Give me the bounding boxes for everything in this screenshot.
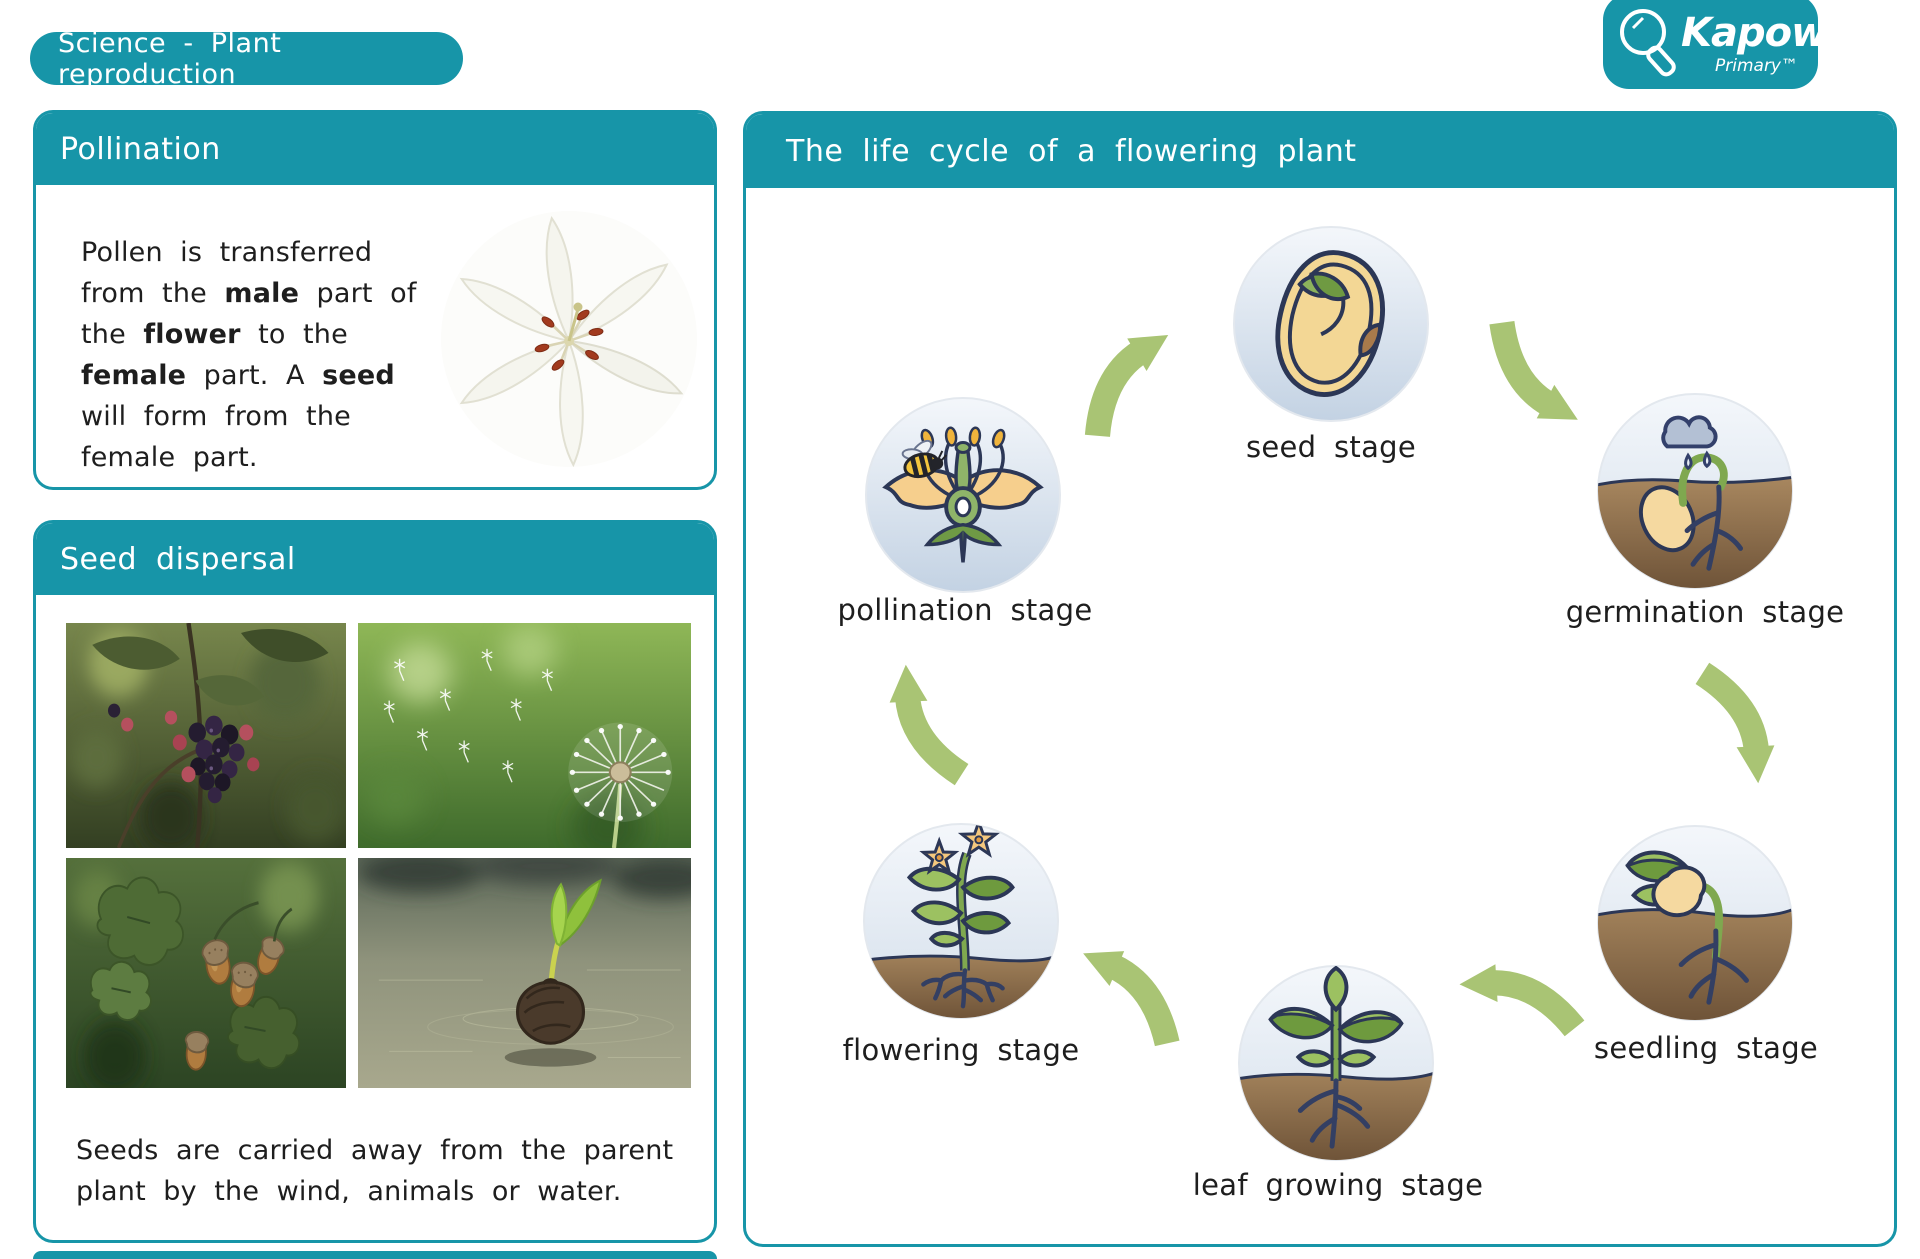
pollination-text bbox=[81, 232, 441, 478]
text-segment: part of the bbox=[81, 278, 417, 350]
text-segment-bold: flower bbox=[143, 319, 241, 350]
subject-title: Science - Plant reproduction bbox=[58, 27, 282, 90]
text-segment-bold: seed bbox=[322, 360, 395, 391]
text-segment-bold: male bbox=[224, 278, 300, 309]
flowering-stage-icon bbox=[862, 822, 1060, 1020]
text-segment: Pollen is transferred from the bbox=[81, 237, 373, 309]
lifecycle-card-title: The life cycle of a flowering plant bbox=[786, 133, 1357, 169]
seed-stage-icon bbox=[1232, 225, 1430, 423]
text-segment: part. A bbox=[186, 360, 323, 391]
arrow-pollination-to-seed bbox=[1048, 314, 1204, 458]
next-card-top-edge bbox=[33, 1251, 717, 1259]
germination-stage-label: germination stage bbox=[1565, 595, 1845, 629]
kapow-logo bbox=[1603, 0, 1828, 89]
pollination-card-title: Pollination bbox=[60, 131, 221, 167]
white-lily-photo bbox=[428, 191, 710, 473]
seed-stage-label: seed stage bbox=[1245, 430, 1417, 464]
lifecycle-card bbox=[743, 111, 1897, 1247]
arrow-flowering-to-pollination bbox=[883, 663, 979, 789]
seed-dispersal-caption: Seeds are carried away from the parent plant by the wind, animals or water. bbox=[76, 1135, 674, 1207]
arrow-seed-to-germination bbox=[1456, 301, 1611, 441]
photo-floating-seed bbox=[358, 858, 691, 1088]
arrow-germination-to-seedling bbox=[1685, 659, 1781, 785]
photo-acorns bbox=[66, 858, 346, 1088]
germination-stage-icon bbox=[1596, 392, 1794, 590]
leaf-growing-stage-icon bbox=[1237, 964, 1435, 1162]
leaf-growing-stage-label: leaf growing stage bbox=[1192, 1168, 1484, 1202]
text-segment-bold: female bbox=[81, 360, 187, 391]
photo-dandelion-seeds bbox=[358, 623, 691, 848]
photo-blackberries bbox=[66, 623, 346, 848]
seed-dispersal-card-header bbox=[36, 523, 714, 595]
flowering-stage-label: flowering stage bbox=[842, 1033, 1080, 1067]
pollination-stage-label: pollination stage bbox=[837, 593, 1093, 627]
seed-dispersal-card-title: Seed dispersal bbox=[60, 541, 296, 577]
pollination-stage-icon bbox=[864, 396, 1062, 594]
logo-brand-text: Kapow bbox=[1681, 10, 1828, 56]
seedling-stage-label: seedling stage bbox=[1593, 1031, 1819, 1065]
text-segment: to the bbox=[240, 319, 348, 350]
arrow-seedling-to-leaf-growing bbox=[1455, 949, 1590, 1058]
seed-dispersal-card bbox=[33, 520, 717, 1243]
subject-title-badge bbox=[30, 27, 463, 90]
pollination-card-header bbox=[36, 113, 714, 185]
logo-sub-text: Primary™ bbox=[1715, 56, 1798, 76]
magnifier-icon bbox=[1613, 4, 1685, 82]
lifecycle-card-header bbox=[746, 114, 1894, 188]
seedling-stage-icon bbox=[1596, 824, 1794, 1022]
text-segment: will form from the female part. bbox=[81, 401, 351, 473]
pollination-card bbox=[33, 110, 717, 490]
